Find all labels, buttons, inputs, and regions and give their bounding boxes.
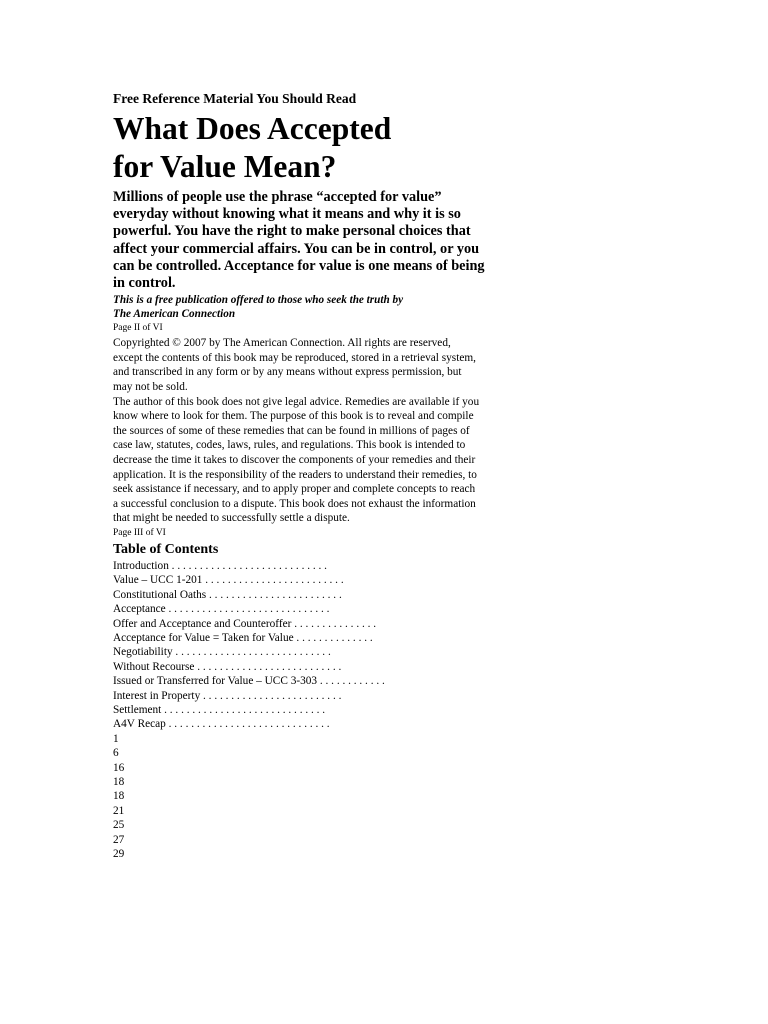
disclaimer-paragraph: The author of this book does not give legal advice. Remedies are available if you know where to look for them. The purpose of this book is to reveal and compile the sources of some of these remedies that can be found in millions of pages of case law, statutes, codes, laws, rules, and regulations. This book is intended to decrease the time it takes to discover the components of your remedies and their application. It is the responsibility of the readers to understand their remedies, to seek assistance if necessary, and to apply proper and complete concepts to reach a successful conclusion to a dispute. This book does not exhaust the information that might be needed to successfully settle a dispute.: [113, 395, 480, 525]
toc-page-number: 6: [113, 747, 119, 760]
toc-entry: Introduction . . . . . . . . . . . . . . . . . . . . . . . . . . . .: [113, 559, 328, 572]
toc-page-number: 25: [113, 819, 125, 832]
page-title: What Does Accepted for Value Mean?: [113, 111, 392, 184]
page-marker-ii: Page II of VI: [113, 323, 163, 334]
toc-page-number: 29: [113, 848, 125, 861]
toc-entry: Acceptance . . . . . . . . . . . . . . . . . . . . . . . . . . . . .: [113, 603, 330, 616]
toc-entry: Without Recourse . . . . . . . . . . . . . . . . . . . . . . . . . .: [113, 660, 342, 673]
toc-heading: Table of Contents: [113, 541, 219, 557]
toc-entry: Acceptance for Value = Taken for Value . . . . . . . . . . . . . .: [113, 631, 373, 644]
credit-line-2: The American Connection: [113, 307, 236, 320]
toc-entry: Interest in Property . . . . . . . . . . . . . . . . . . . . . . . . .: [113, 689, 342, 702]
toc-entry: Offer and Acceptance and Counteroffer . . . . . . . . . . . . . . .: [113, 617, 377, 630]
toc-page-number: 18: [113, 776, 125, 789]
kicker-heading: Free Reference Material You Should Read: [113, 91, 357, 106]
toc-page-numbers: [113, 732, 633, 862]
toc-entry: Value – UCC 1-201 . . . . . . . . . . . . . . . . . . . . . . . . .: [113, 574, 344, 587]
copyright-paragraph: Copyrighted © 2007 by The American Connection. All rights are reserved, except the contents of this book may be reproduced, stored in a retrieval system, and transcribed in any form or by any means without express permission, but may not be sold.: [113, 337, 476, 393]
toc-page-number: 27: [113, 833, 125, 846]
publication-credit: [113, 294, 633, 321]
toc-entry: A4V Recap . . . . . . . . . . . . . . . . . . . . . . . . . . . . .: [113, 718, 330, 731]
document-page: [113, 90, 633, 861]
toc-entry: Settlement . . . . . . . . . . . . . . . . . . . . . . . . . . . . .: [113, 704, 326, 716]
toc-page-number: 16: [113, 761, 125, 774]
toc-page-number: 21: [113, 804, 125, 817]
toc-entries: [113, 559, 633, 732]
toc-page-number: 1: [113, 732, 119, 745]
credit-line-1: This is a free publication offered to those who seek the truth by: [113, 294, 404, 307]
toc-entry: Negotiability . . . . . . . . . . . . . . . . . . . . . . . . . . . .: [113, 646, 331, 659]
intro-paragraph: Millions of people use the phrase “accepted for value” everyday without knowing what it means and why it is so powerful. You have the right to make personal choices that affect your commercial affairs. You can be in control, or you can be controlled. Acceptance for value is one means of being in control.: [113, 189, 485, 292]
toc-entry: Constitutional Oaths . . . . . . . . . . . . . . . . . . . . . . . .: [113, 588, 342, 601]
page-marker-iii: Page III of VI: [113, 527, 166, 538]
toc-entry: Issued or Transferred for Value – UCC 3-303 . . . . . . . . . . . .: [113, 675, 385, 688]
toc-page-number: 18: [113, 790, 125, 803]
